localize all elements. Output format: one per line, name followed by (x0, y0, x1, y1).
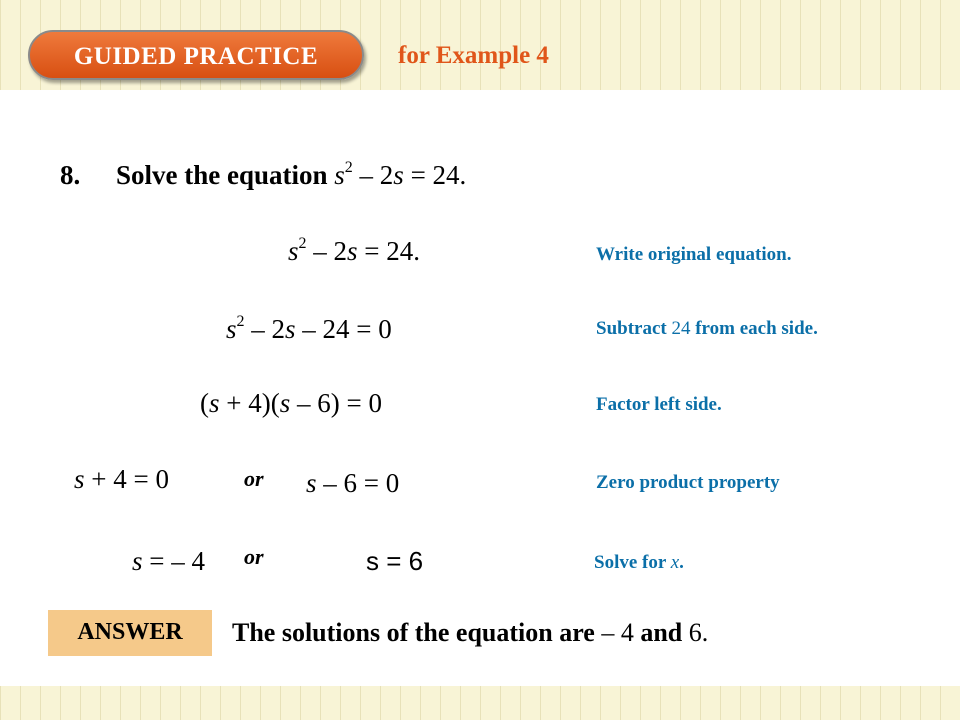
problem-prompt: Solve the equation (116, 160, 335, 190)
badge-label: GUIDED PRACTICE (73, 43, 319, 70)
problem-number: 8. (60, 160, 81, 190)
step-4-right-equation: s – 6 = 0 (306, 468, 400, 498)
step-3-equation: (s + 4)(s – 6) = 0 (200, 388, 382, 418)
step-4-left-equation: s + 4 = 0 (74, 464, 169, 494)
answer-text: The solutions of the equation are – 4 and 6. (232, 618, 709, 647)
step-2-reason: Subtract 24 from each side. (596, 318, 818, 339)
step-5-right-equation: s = 6 (366, 546, 424, 576)
step-1-equation: $s^2 - 2s = 24$. (288, 235, 421, 266)
step-5-reason: Solve for x. (594, 552, 684, 573)
problem-statement (60, 160, 466, 191)
step-5-left-equation: s = – 4 (132, 546, 205, 576)
paper-footer-band (0, 686, 960, 720)
problem-equation: $s^2 - 2s = 24$. (334, 159, 467, 190)
step-5-or: or (244, 544, 264, 569)
step-4-or: or (244, 466, 264, 491)
answer-label: ANSWER (77, 619, 183, 645)
step-3-reason: Factor left side. (596, 394, 722, 415)
step-2-equation: $s^2 - 2s - 24 = 0$ (226, 313, 392, 344)
guided-practice-badge (28, 30, 364, 80)
step-1-reason: Write original equation. (596, 244, 792, 265)
example-reference: for Example 4 (398, 42, 549, 69)
answer-box (48, 610, 212, 656)
step-4-reason: Zero product property (596, 472, 780, 493)
